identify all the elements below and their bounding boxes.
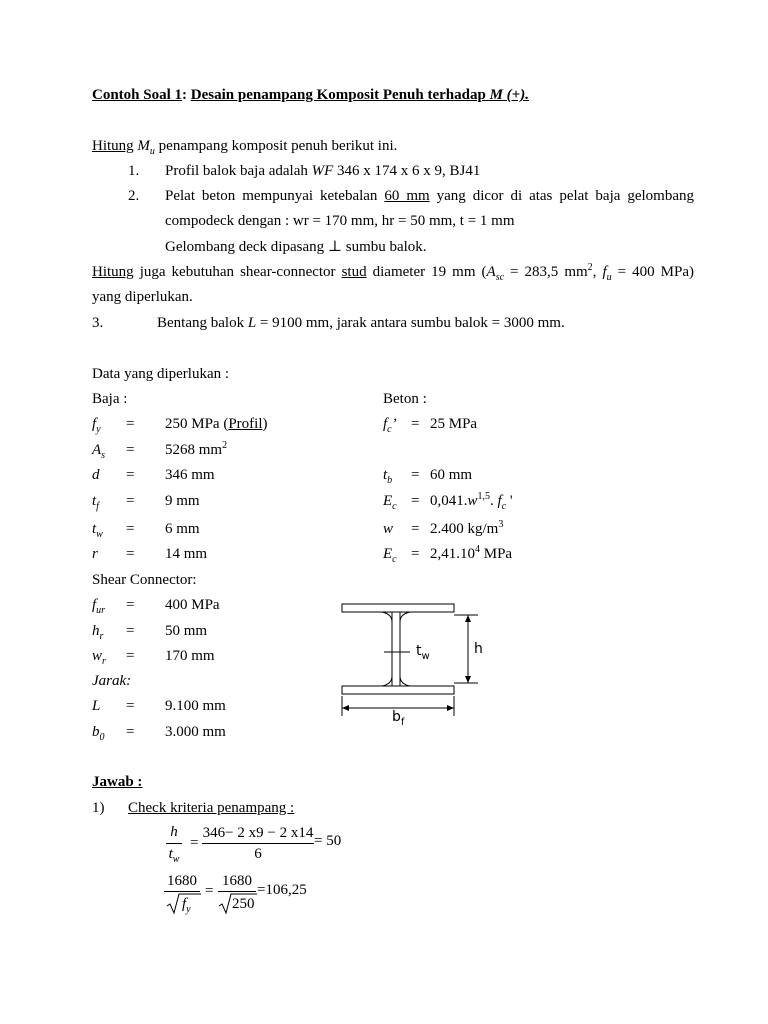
shear-stud: stud <box>341 264 367 280</box>
beton-value <box>430 519 504 537</box>
data-heading: Data yang diperlukan : <box>92 366 230 382</box>
eq2-lhs-bar <box>164 891 200 892</box>
intro-hitung: Hitung <box>92 138 134 154</box>
eq2-result: =106,25 <box>257 882 307 898</box>
sub: c <box>392 501 397 512</box>
beton-value: 25 MPa <box>430 416 478 432</box>
equals: = <box>126 416 135 432</box>
beton-value <box>430 544 513 562</box>
sub: c <box>392 554 397 565</box>
jarak-heading: Jarak: <box>92 673 132 689</box>
title-rest <box>191 87 529 103</box>
arrow-down <box>465 676 471 683</box>
beton-sym: w <box>383 521 394 537</box>
val: 250 MPa ( <box>165 416 229 432</box>
eq1-lhs-num: h <box>170 824 178 840</box>
item-3-a: Bentang balok <box>157 315 248 331</box>
equals: = <box>126 623 135 639</box>
title-rest-text: Desain penampang Komposit Penuh terhadap <box>190 87 486 103</box>
sub: r <box>102 656 106 667</box>
item-1-pre: Profil balok baja adalah <box>165 163 312 179</box>
step-1-text: Check kriteria penampang : <box>128 800 295 816</box>
val-end: ) <box>262 416 268 432</box>
w-sup: 1,5 <box>477 491 491 502</box>
equals: = <box>126 493 135 509</box>
shear-sentence <box>92 262 695 283</box>
sym: E <box>383 546 393 562</box>
t: t <box>168 846 173 862</box>
baja-sym <box>92 416 101 435</box>
sup: 4 <box>475 544 480 555</box>
equals: = <box>126 442 135 458</box>
rhs-den-text: 250 <box>232 896 255 912</box>
baja-sym <box>92 521 103 540</box>
rhs-num-text: 346− 2 x9 − 2 x14 <box>202 825 314 841</box>
sub: f <box>96 501 99 512</box>
shear-b: diameter 19 mm ( <box>366 264 487 280</box>
fy <box>182 896 191 915</box>
equals: = <box>126 521 135 537</box>
shear-sym <box>92 648 106 667</box>
item-2-line-3: Gelombang deck dipasang ⊥ sumbu balok. <box>165 239 427 255</box>
item-2-number: 2. <box>128 188 140 204</box>
fillet <box>400 676 410 686</box>
title-colon: : <box>182 87 188 103</box>
mu-symbol: M <box>137 138 150 154</box>
sym: E <box>383 493 393 509</box>
shear-heading: Shear Connector: <box>92 572 197 588</box>
jarak-sym: L <box>92 698 101 714</box>
jawab-heading: Jawab : <box>92 774 143 790</box>
equals: = <box>411 521 420 537</box>
intro-text: penampang komposit penuh berikut ini. <box>158 138 398 154</box>
beton-heading: Beton : <box>383 391 427 407</box>
title-prefix: Contoh Soal 1 <box>92 87 183 103</box>
equals: = <box>126 597 135 613</box>
arrow-left <box>342 705 349 711</box>
equals: = <box>126 724 135 740</box>
arrow-right <box>447 705 454 711</box>
mu-subscript: u <box>149 146 155 157</box>
sym: w <box>92 648 103 664</box>
shear-line-2: yang diperlukan. <box>92 289 193 305</box>
bf-sub: f <box>400 716 405 728</box>
sym: t <box>92 521 97 537</box>
sub: y <box>96 424 101 435</box>
shear-sym <box>92 623 104 642</box>
item-1-post: 346 x 174 x 6 x 9, BJ41 <box>333 163 481 179</box>
wf-section-diagram <box>334 596 494 731</box>
fu-sub: u <box>606 272 612 283</box>
eq1-rhs-den: 6 <box>254 846 262 862</box>
f: f <box>182 896 187 912</box>
baja-sym: d <box>92 467 100 483</box>
baja-value: 6 mm <box>165 521 200 537</box>
baja-value: 14 mm <box>165 546 208 562</box>
fu-symbol: f <box>602 264 607 280</box>
baja-value <box>165 440 228 458</box>
item-2-line-2: compodeck dengan : wr = 170 mm, hr = 50 mm, t = 1 mm <box>165 213 515 229</box>
bf-b: b <box>392 709 401 725</box>
beton-value: 60 mm <box>430 467 473 483</box>
item-3-b: = 9100 mm, jarak antara sumbu balok = 3000 mm. <box>256 315 565 331</box>
equals: = <box>411 416 420 432</box>
fc: f <box>497 493 502 509</box>
dot: . <box>490 493 498 509</box>
sym: A <box>92 442 102 458</box>
fillet <box>400 612 410 622</box>
val-end: MPa <box>480 546 513 562</box>
arrow-up <box>465 615 471 622</box>
step-1-number: 1) <box>92 800 105 816</box>
shear-hitung: Hitung <box>92 264 134 280</box>
item-3-L: L <box>247 315 257 331</box>
beton-sym <box>383 546 397 565</box>
baja-sym: r <box>92 546 98 562</box>
tw-sub: w <box>421 650 430 662</box>
equals: = <box>126 467 135 483</box>
item-3-number: 3. <box>92 315 104 331</box>
prime: ’ <box>391 416 397 432</box>
item-1-number: 1. <box>128 163 140 179</box>
sub: r <box>99 631 104 642</box>
eq2-equals: = <box>205 883 214 899</box>
tw-label <box>416 643 430 662</box>
sub: w <box>96 529 103 540</box>
equals: = <box>126 546 135 562</box>
beton-value <box>430 491 513 512</box>
baja-value: 9 mm <box>165 493 200 509</box>
sym: f <box>92 416 97 432</box>
sym: b <box>92 724 100 740</box>
equals: = <box>411 467 420 483</box>
val-underlined: Profil <box>228 416 263 432</box>
sub: b <box>387 475 393 486</box>
shear-sup2: 2 <box>587 262 593 273</box>
val: 2,41.10 <box>430 546 475 562</box>
shear-e: = 400 MPa) <box>611 264 695 280</box>
eq1-rhs-bar <box>202 843 314 844</box>
jarak-value: 3.000 mm <box>165 724 226 740</box>
shear-a: juga kebutuhan shear-connector <box>133 264 342 280</box>
item-1-text <box>165 164 480 179</box>
bottom-flange <box>342 686 454 694</box>
equals: = <box>411 546 420 562</box>
shear-sym <box>92 597 106 616</box>
jarak-value: 9.100 mm <box>165 698 226 714</box>
sub: s <box>101 450 106 461</box>
sym: f <box>383 416 388 432</box>
sub: y <box>186 904 191 915</box>
eq1-lhs-bar <box>166 843 182 844</box>
sub: w <box>172 854 180 865</box>
baja-sym <box>92 442 106 461</box>
fc-sub: c <box>501 501 507 512</box>
jarak-sym <box>92 724 105 743</box>
baja-value: 346 mm <box>165 467 215 483</box>
item-2-line-1 <box>165 189 694 204</box>
tw-t: t <box>416 643 422 659</box>
item-2-line-1-b: yang dicor di atas pelat baja gelombang <box>429 188 694 204</box>
equals: = <box>411 493 420 509</box>
eq1-rhs-num <box>202 826 314 841</box>
bf-label <box>392 709 405 728</box>
wf-section-svg <box>334 596 494 726</box>
eq1-lhs-den <box>164 846 184 865</box>
intro-line <box>92 138 398 157</box>
sup: 2 <box>222 440 228 451</box>
sym: t <box>383 467 388 483</box>
asc-sub: sc <box>495 272 505 283</box>
item-2-line-1-a: Pelat beton mempunyai ketebalan <box>165 188 385 204</box>
sup: 3 <box>498 519 504 530</box>
baja-value <box>165 417 268 432</box>
equals: = <box>126 648 135 664</box>
eq1-result: = 50 <box>314 833 342 849</box>
item-2-thickness: 60 mm <box>384 188 430 204</box>
sub: 0 <box>99 732 105 743</box>
shear-c: = 283,5 mm <box>504 264 588 280</box>
shear-value: 400 MPa <box>165 597 220 613</box>
sub: ur <box>96 605 106 616</box>
sym: h <box>92 623 100 639</box>
shear-d: , <box>592 264 603 280</box>
title-m: M (+). <box>489 87 529 103</box>
beton-sym <box>383 467 393 486</box>
eq2-rhs-num: 1680 <box>222 873 252 889</box>
w: w <box>467 493 478 509</box>
page-title <box>92 88 529 103</box>
baja-sym <box>92 493 99 512</box>
top-flange <box>342 604 454 612</box>
h-label: h <box>474 641 483 657</box>
beton-sym <box>383 416 397 435</box>
eq2-lhs-num: 1680 <box>167 873 197 889</box>
beton-sym <box>383 493 397 512</box>
val: 2.400 kg/m <box>430 521 499 537</box>
asc-symbol: A <box>486 264 496 280</box>
eq1-equals: = <box>190 835 199 851</box>
fillet <box>382 676 392 686</box>
sub: c <box>387 424 392 435</box>
val: 5268 mm <box>165 442 223 458</box>
fillet <box>382 612 392 622</box>
sym: f <box>92 597 97 613</box>
eq2-rhs-bar <box>218 891 256 892</box>
item-3-text <box>157 316 565 331</box>
sym: t <box>92 493 97 509</box>
baja-heading: Baja : <box>92 391 128 407</box>
val: 0,041. <box>430 493 468 509</box>
tick: ' <box>506 493 513 509</box>
shear-value: 170 mm <box>165 648 215 664</box>
equals: = <box>126 698 135 714</box>
shear-value: 50 mm <box>165 623 208 639</box>
item-1-wf: WF <box>311 163 334 179</box>
